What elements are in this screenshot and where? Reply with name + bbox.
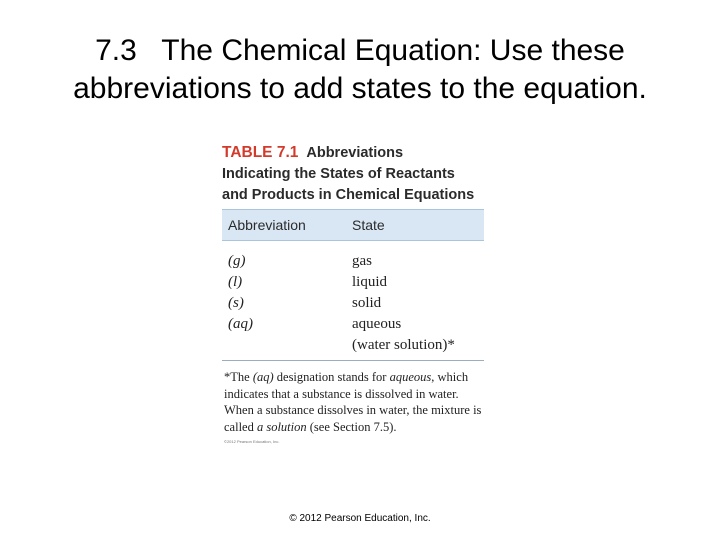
table-number: TABLE 7.1 [222,144,299,161]
table-caption-line-2: Indicating the States of Reactants [222,166,455,182]
abbreviation-cell: (s) [228,295,244,311]
slide-title-line-1: 7.3 The Chemical Equation: Use these [95,34,625,67]
table-row-continuation [222,335,484,356]
state-cell: gas [352,253,372,269]
state-cell: solid [352,295,382,311]
table-footnote: *The (aq) designation stands for aqueous, which indicates that a substance is dissolved in water. When a substance dissolves in water, the mixture is called a solution (see Section 7.5). [224,370,482,434]
table-row [222,314,484,335]
state-cell: liquid [352,274,388,290]
slide-title-line-2: abbreviations to add states to the equation. [73,72,647,105]
table-row [222,272,484,293]
column-header-abbreviation: Abbreviation [228,217,306,233]
footer-credit: © 2012 Pearson Education, Inc. [289,513,431,524]
table-divider [222,360,484,361]
table-column-header [222,209,484,241]
table-caption-line-1: Abbreviations [306,145,404,161]
table-caption [222,142,484,206]
slide-title [0,32,720,108]
abbreviations-table [222,142,484,444]
column-header-state: State [352,217,385,233]
abbreviation-cell: (aq) [228,316,253,332]
state-cell: aqueous [352,316,402,332]
state-cell-continuation: (water solution)* [352,337,455,353]
table-body [222,241,484,356]
abbreviation-cell: (l) [228,274,243,290]
table-row [222,251,484,272]
table-inner-credit: ©2012 Pearson Education, Inc. [224,439,280,444]
table-row [222,293,484,314]
abbreviation-cell: (g) [228,253,246,269]
table-caption-line-3: and Products in Chemical Equations [222,187,475,203]
